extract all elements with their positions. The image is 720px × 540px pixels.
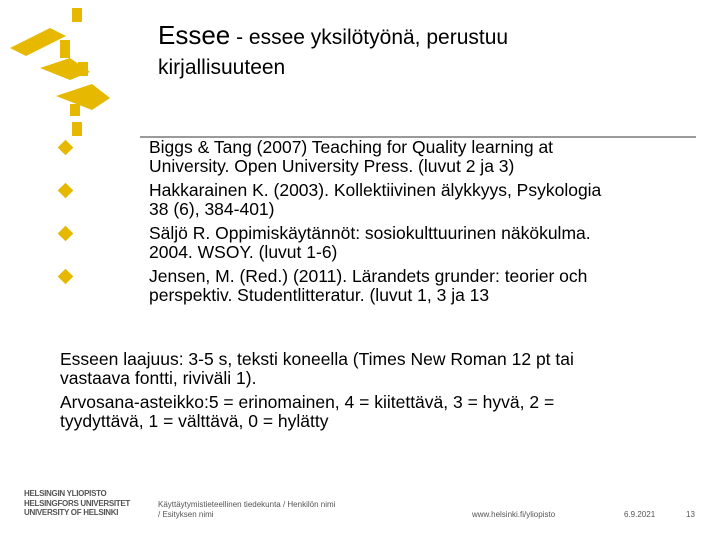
diamond-bullet-icon (58, 183, 74, 199)
diamond-bullet-icon (58, 226, 74, 242)
essay-requirements (60, 350, 670, 436)
diamond-bullet-icon (58, 140, 74, 156)
essay-length: Esseen laajuus: 3-5 s, teksti koneella (Times New Roman 12 pt tai vastaava fontti, riviväli 1). (60, 349, 574, 388)
reading-list (60, 138, 680, 310)
footer-date: 6.9.2021 (624, 510, 656, 519)
footer-university-name: HELSINGIN YLIOPISTO HELSINGFORS UNIVERSITET UNIVERSITY OF HELSINKI (24, 489, 130, 517)
title-subtitle-continued: kirjallisuuteen (158, 56, 286, 79)
reading-list-item: Säljö R. Oppimiskäytännöt: sosiokulttuurinen näkökulma. 2004. WSOY. (luvut 1-6) (60, 224, 680, 261)
title-main: Essee (158, 20, 231, 50)
reading-list-item: Jensen, M. (Red.) (2011). Lärandets grunder: teorier och perspektiv. Studentlitteratur. (luvut 1, 3 ja 13 (60, 267, 680, 304)
reading-list-item: Biggs & Tang (2007) Teaching for Quality learning at University. Open University Press. (luvut 2 ja 3) (60, 138, 680, 175)
grading-scale: Arvosana-asteikko:5 = erinomainen, 4 = kiitettävä, 3 = hyvä, 2 = tyydyttävä, 1 = välttävä, 0 = hylätty (60, 392, 555, 431)
footer-url: www.helsinki.fi/yliopisto (472, 510, 556, 519)
university-logo-icon (0, 0, 140, 150)
title-subtitle: - essee yksilötyönä, perustuu (230, 26, 509, 49)
diamond-bullet-icon (58, 269, 74, 285)
slide-title (158, 20, 508, 51)
footer-faculty: Käyttäytymistieteellinen tiedekunta / Henkilön nimi / Esityksen nimi (158, 500, 336, 519)
reading-list-item: Hakkarainen K. (2003). Kollektiivinen älykkyys, Psykologia 38 (6), 384-401) (60, 181, 680, 218)
page-number: 13 (686, 510, 695, 519)
